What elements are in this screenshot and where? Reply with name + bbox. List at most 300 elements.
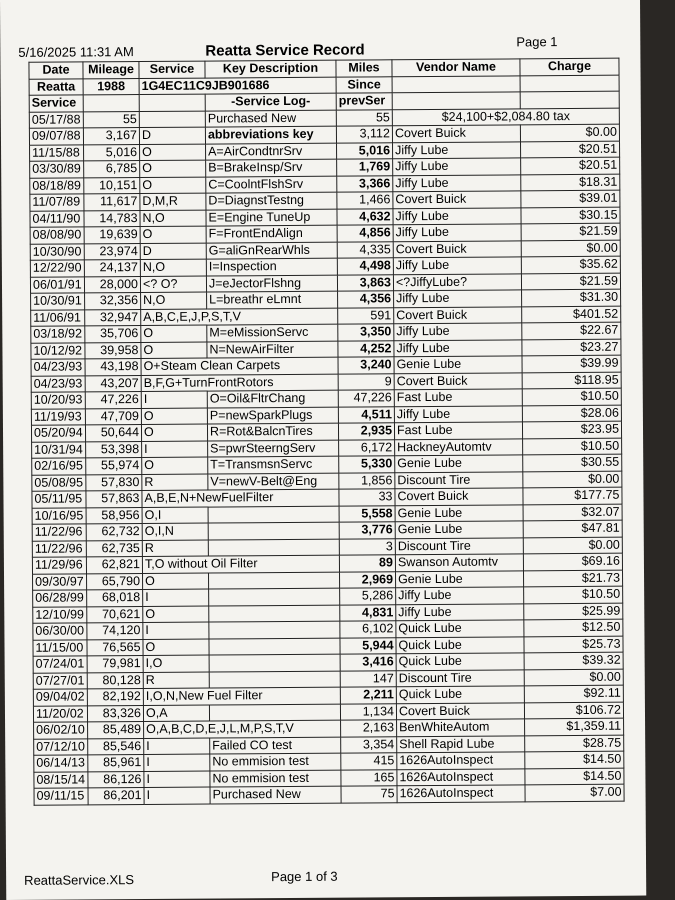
- cell-desc: P=newSparkPlugs: [207, 407, 338, 424]
- cell-miles: 2,969: [339, 571, 395, 588]
- cell-mileage: 19,639: [84, 227, 140, 244]
- cell-mileage: 50,644: [85, 425, 141, 442]
- cell-mileage: 57,863: [86, 491, 142, 508]
- cell-vendor: Jiffy Lube: [393, 207, 521, 224]
- cell-charge: $30.55: [523, 454, 622, 471]
- cell-date: 09/04/02: [33, 689, 87, 706]
- cell-vendor: 1626AutoInspect: [397, 785, 525, 802]
- cell-miles: 165: [341, 769, 397, 786]
- cell-service: N,O: [140, 210, 206, 227]
- cell-miles: 1,134: [340, 703, 396, 720]
- cell-charge: $92.11: [524, 685, 623, 702]
- page-count: Page 1 of 3: [271, 868, 338, 885]
- cell-date: 11/29/96: [32, 557, 86, 574]
- cell-mileage: 28,000: [84, 276, 140, 293]
- service-label: Service: [29, 95, 83, 112]
- cell-date: 06/28/99: [33, 590, 87, 607]
- table-row: [34, 784, 624, 805]
- col-key-description: Key Description: [205, 60, 336, 77]
- cell-vendor: Quick Lube: [396, 636, 524, 653]
- cell-date: 11/15/88: [30, 144, 84, 161]
- cell-service: I,O,N,New Fuel Filter: [143, 687, 340, 705]
- cell-date: 11/06/91: [31, 309, 85, 326]
- cell-charge: $25.99: [524, 603, 623, 620]
- cell-desc: Purchased New: [210, 786, 341, 803]
- cell-mileage: 6,785: [84, 161, 140, 178]
- cell-service: A,B,E,N+NewFuelFilter: [142, 489, 339, 507]
- cell-vendor: Covert Buick: [395, 488, 523, 505]
- cell-mileage: 55: [83, 111, 139, 128]
- cell-charge: $28.06: [522, 405, 621, 422]
- cell-charge: $20.51: [521, 157, 620, 174]
- cell-date: 07/12/10: [34, 738, 88, 755]
- cell-mileage: 65,790: [87, 573, 143, 590]
- cell-vendor: Covert Buick: [394, 372, 522, 389]
- cell-vendor: Quick Lube: [396, 686, 524, 703]
- cell-desc: F=FrontEndAlign: [206, 225, 337, 242]
- cell-service: O: [140, 144, 206, 161]
- cell-date: 04/23/93: [31, 359, 85, 376]
- cell-charge: $10.50: [523, 438, 622, 455]
- cell-charge: $10.50: [522, 388, 621, 405]
- cell-vendor: Fast Lube: [394, 422, 522, 439]
- cell-mileage: 47,226: [85, 392, 141, 409]
- cell-service: O,I,N: [142, 523, 208, 540]
- cell-mileage: 43,198: [85, 359, 141, 376]
- cell-date: 11/22/96: [32, 540, 86, 557]
- cell-miles: 4,252: [338, 340, 394, 357]
- cell-miles: 3,776: [339, 522, 395, 539]
- cell-date: 06/30/00: [33, 623, 87, 640]
- car-year: 1988: [83, 78, 139, 95]
- cell-vendor: Covert Buick: [392, 125, 520, 142]
- cell-miles: 4,831: [340, 604, 396, 621]
- cell-mileage: 14,783: [84, 210, 140, 227]
- print-datetime: 5/16/2025 11:31 AM: [18, 44, 134, 60]
- cell-mileage: 35,706: [85, 326, 141, 343]
- cell-charge: $39.99: [522, 355, 621, 372]
- cell-desc: [209, 671, 340, 688]
- cell-mileage: 24,137: [84, 260, 140, 277]
- col-vendor-name: Vendor Name: [392, 59, 520, 76]
- cell-miles: 5,944: [340, 637, 396, 654]
- cell-miles: 6,102: [340, 621, 396, 638]
- cell-mileage: 82,192: [87, 689, 143, 706]
- cell-service: O: [141, 424, 207, 441]
- cell-date: 11/22/96: [32, 524, 86, 541]
- cell-charge: $18.31: [521, 174, 620, 191]
- car-model: Reatta: [29, 78, 83, 95]
- cell-desc: N=NewAirFilter: [207, 341, 338, 358]
- cell-charge: $1,359.11: [525, 718, 624, 735]
- cell-service: D: [139, 127, 205, 144]
- cell-vendor: Covert Buick: [394, 306, 522, 323]
- cell-charge: $69.16: [523, 553, 622, 570]
- cell-date: 12/10/99: [33, 606, 87, 623]
- cell-desc: J=eJectorFlshng: [206, 275, 337, 292]
- cell-desc: B=BrakeInsp/Srv: [206, 159, 337, 176]
- cell-vendor: Swanson Automtv: [395, 554, 523, 571]
- cell-miles: 4,335: [337, 241, 393, 258]
- cell-charge: $21.73: [523, 570, 622, 587]
- cell-desc: G=aliGnRearWhls: [206, 242, 337, 259]
- cell-mileage: 76,565: [87, 639, 143, 656]
- cell-service: N,O: [141, 292, 207, 309]
- cell-miles: 89: [339, 555, 395, 572]
- cell-vendor: Jiffy Lube: [394, 290, 522, 307]
- cell-desc: T=TransmsnServc: [208, 456, 339, 473]
- cell-miles: 1,856: [339, 472, 395, 489]
- cell-mileage: 39,958: [85, 342, 141, 359]
- cell-vendor: Genie Lube: [395, 570, 523, 587]
- cell-service: I,O: [143, 655, 209, 672]
- cell-desc: [209, 605, 340, 622]
- cell-mileage: 55,974: [86, 458, 142, 475]
- file-name: ReattaService.XLS: [24, 872, 135, 888]
- cell-service: O: [143, 573, 209, 590]
- cell-service: N,O: [140, 259, 206, 276]
- cell-service: O: [140, 177, 206, 194]
- col-date: Date: [29, 62, 83, 79]
- cell-miles: 9: [338, 373, 394, 390]
- cell-desc: [209, 638, 340, 655]
- cell-desc: E=Engine TuneUp: [206, 209, 337, 226]
- cell-service: I: [143, 622, 209, 639]
- col-charge: Charge: [520, 58, 619, 75]
- cell-miles: 2,163: [341, 720, 397, 737]
- cell-miles: 415: [341, 753, 397, 770]
- cell-desc: Failed CO test: [210, 737, 341, 754]
- cell-desc: No emmision test: [210, 753, 341, 770]
- cell-charge: $106.72: [524, 702, 623, 719]
- cell-miles: 3,366: [337, 175, 393, 192]
- cell-miles: 6,172: [339, 439, 395, 456]
- cell-charge: $12.50: [524, 619, 623, 636]
- cell-charge: $32.07: [523, 504, 622, 521]
- cell-charge: $30.15: [521, 207, 620, 224]
- cell-vendor: Jiffy Lube: [393, 158, 521, 175]
- cell-date: 09/11/15: [34, 788, 88, 805]
- cell-charge: $39.32: [524, 652, 623, 669]
- cell-vendor: <?JiffyLube?: [393, 273, 521, 290]
- cell-miles: 3: [339, 538, 395, 555]
- cell-charge: $7.00: [525, 784, 624, 801]
- cell-vendor: Jiffy Lube: [394, 339, 522, 356]
- prev-service-label: prevSer: [336, 93, 392, 110]
- cell-date: 10/20/93: [31, 392, 85, 409]
- cell-desc: [208, 506, 339, 523]
- cell-date: 07/27/01: [33, 672, 87, 689]
- cell-charge: $0.00: [520, 124, 619, 141]
- cell-vendor: Genie Lube: [395, 521, 523, 538]
- cell-date: 04/11/90: [30, 210, 84, 227]
- cell-charge: $0.00: [523, 471, 622, 488]
- cell-service: I: [144, 771, 210, 788]
- cell-date: 10/30/90: [30, 243, 84, 260]
- cell-desc: O=Oil&FltrChang: [207, 390, 338, 407]
- col-miles: Miles: [336, 60, 392, 77]
- cell-desc: I=Inspection: [206, 258, 337, 275]
- cell-desc: [209, 654, 340, 671]
- cell-service: T,O without Oil Filter: [142, 555, 339, 573]
- cell-desc: D=DiagnstTestng: [206, 192, 337, 209]
- cell-miles: 2,211: [340, 687, 396, 704]
- cell-date: 10/12/92: [31, 342, 85, 359]
- cell-mileage: 85,489: [88, 722, 144, 739]
- cell-mileage: 80,128: [87, 672, 143, 689]
- cell-desc: C=CoolntFlshSrv: [206, 176, 337, 193]
- cell-service: O: [142, 457, 208, 474]
- cell-vendor: 1626AutoInspect: [397, 768, 525, 785]
- cell-miles: 5,558: [339, 505, 395, 522]
- cell-service: R: [142, 540, 208, 557]
- col-mileage: Mileage: [83, 62, 139, 79]
- col-service: Service: [139, 61, 205, 78]
- cell-desc: [209, 572, 340, 589]
- cell-vendor: Jiffy Lube: [393, 257, 521, 274]
- cell-date: 08/15/14: [34, 771, 88, 788]
- cell-mileage: 10,151: [84, 177, 140, 194]
- cell-desc: [208, 522, 339, 539]
- cell-mileage: 32,356: [85, 293, 141, 310]
- cell-miles: 2,935: [338, 423, 394, 440]
- cell-mileage: 58,956: [86, 507, 142, 524]
- cell-mileage: 62,821: [86, 557, 142, 574]
- cell-miles: 3,240: [338, 357, 394, 374]
- since-label: Since: [336, 76, 392, 93]
- cell-mileage: 86,201: [88, 788, 144, 805]
- cell-mileage: 79,981: [87, 656, 143, 673]
- cell-miles: 47,226: [338, 390, 394, 407]
- cell-mileage: 62,732: [86, 524, 142, 541]
- cell-vendor: Jiffy Lube: [396, 587, 524, 604]
- cell-mileage: 23,974: [84, 243, 140, 260]
- cell-vendor: Shell Rapid Lube: [397, 735, 525, 752]
- cell-service: [139, 111, 205, 128]
- cell-vendor: Quick Lube: [396, 620, 524, 637]
- cell-vendor: Genie Lube: [395, 504, 523, 521]
- cell-mileage: 85,546: [88, 738, 144, 755]
- cell-date: 08/08/90: [30, 227, 84, 244]
- cell-date: 11/20/02: [33, 705, 87, 722]
- cell-service: O,I: [142, 507, 208, 524]
- cell-mileage: 5,016: [84, 144, 140, 161]
- cell-vendor: Fast Lube: [394, 389, 522, 406]
- cell-charge: $35.62: [521, 256, 620, 273]
- cell-charge: $22.67: [522, 322, 621, 339]
- cell-miles: 75: [341, 786, 397, 803]
- cell-desc: No emmision test: [210, 770, 341, 787]
- cell-charge: $20.51: [520, 141, 619, 158]
- cell-desc: A=AirCondtnrSrv: [206, 143, 337, 160]
- cell-vendor: BenWhiteAutom: [397, 719, 525, 736]
- cell-vendor: Discount Tire: [395, 471, 523, 488]
- cell-charge: $14.50: [525, 768, 624, 785]
- cell-date: 12/22/90: [30, 260, 84, 277]
- cell-charge: $47.81: [523, 520, 622, 537]
- cell-service: I: [144, 754, 210, 771]
- cell-mileage: 43,207: [85, 375, 141, 392]
- cell-miles: 5,016: [337, 142, 393, 159]
- cell-desc: L=breathr eLmnt: [207, 291, 338, 308]
- cell-service: R: [143, 672, 209, 689]
- cell-desc: M=eMissionServc: [207, 324, 338, 341]
- cell-mileage: 68,018: [87, 590, 143, 607]
- service-log-label: -Service Log-: [205, 93, 336, 110]
- cell-mileage: 62,735: [86, 540, 142, 557]
- cell-charge: $21.59: [521, 273, 620, 290]
- cell-desc: abbreviations key: [205, 126, 336, 143]
- cell-desc: S=pwrSteerngServ: [208, 440, 339, 457]
- cell-service: O,A,B,C,D,E,J,L,M,P,S,T,V: [144, 720, 341, 738]
- cell-date: 03/30/89: [30, 161, 84, 178]
- cell-date: 08/18/89: [30, 177, 84, 194]
- cell-vendor: Jiffy Lube: [394, 323, 522, 340]
- cell-service: O+Steam Clean Carpets: [141, 357, 338, 375]
- cell-vendor: Genie Lube: [394, 356, 522, 373]
- cell-service: O: [143, 606, 209, 623]
- cell-charge: $14.50: [525, 751, 624, 768]
- cell-vendor: Jiffy Lube: [393, 174, 521, 191]
- cell-date: 04/23/93: [31, 375, 85, 392]
- cell-miles: 4,856: [337, 225, 393, 242]
- cell-mileage: 3,167: [83, 128, 139, 145]
- cell-mileage: 86,126: [88, 771, 144, 788]
- cell-charge: $118.95: [522, 372, 621, 389]
- cell-date: 05/08/95: [32, 474, 86, 491]
- cell-miles: 4,356: [338, 291, 394, 308]
- cell-date: 11/07/89: [30, 194, 84, 211]
- cell-charge: $31.30: [522, 289, 621, 306]
- cell-vendor: Jiffy Lube: [393, 224, 521, 241]
- cell-date: 07/24/01: [33, 656, 87, 673]
- cell-desc: Purchased New: [205, 110, 336, 127]
- cell-vendor: Covert Buick: [393, 191, 521, 208]
- cell-mileage: 70,621: [87, 606, 143, 623]
- cell-date: 09/30/97: [33, 573, 87, 590]
- cell-mileage: 11,617: [84, 194, 140, 211]
- cell-miles: 4,511: [338, 406, 394, 423]
- page-number: Page 1: [516, 34, 558, 50]
- cell-date: 05/17/88: [29, 111, 83, 128]
- cell-charge: $25.73: [524, 636, 623, 653]
- cell-date: 10/16/95: [32, 507, 86, 524]
- cell-service: A,B,C,E,J,P,S,T,V: [141, 308, 338, 326]
- cell-date: 05/20/94: [31, 425, 85, 442]
- cell-miles: 33: [339, 489, 395, 506]
- cell-service: O: [141, 325, 207, 342]
- cell-charge: $21.59: [521, 223, 620, 240]
- cell-service: O: [141, 408, 207, 425]
- cell-vendor: 1626AutoInspect: [397, 752, 525, 769]
- cell-charge: $177.75: [523, 487, 622, 504]
- service-table: [28, 58, 624, 806]
- cell-desc: [209, 588, 340, 605]
- cell-mileage: 85,961: [88, 755, 144, 772]
- cell-service: O: [140, 160, 206, 177]
- cell-service: I: [144, 738, 210, 755]
- cell-charge: $23.27: [522, 339, 621, 356]
- cell-vendor: Covert Buick: [396, 702, 524, 719]
- cell-vendor: Jiffy Lube: [393, 141, 521, 158]
- cell-miles: 5,330: [339, 456, 395, 473]
- cell-miles: 4,632: [337, 208, 393, 225]
- cell-miles: 55: [336, 109, 392, 126]
- cell-date: 06/02/10: [34, 722, 88, 739]
- cell-vendor: HackneyAutomtv: [395, 438, 523, 455]
- cell-charge: $10.50: [524, 586, 623, 603]
- cell-mileage: 32,947: [85, 309, 141, 326]
- cell-miles: 5,286: [340, 588, 396, 605]
- cell-date: 10/31/94: [32, 441, 86, 458]
- cell-date: 02/16/95: [32, 458, 86, 475]
- cell-date: 10/30/91: [31, 293, 85, 310]
- car-vin: 1G4EC11C9JB901686: [139, 77, 336, 95]
- cell-service: O,A: [143, 705, 209, 722]
- cell-charge: $28.75: [525, 735, 624, 752]
- cell-vendor: Covert Buick: [393, 240, 521, 257]
- cell-date: 11/19/93: [31, 408, 85, 425]
- cell-service: D,M,R: [140, 193, 206, 210]
- cell-service: B,F,G+TurnFrontRotors: [141, 374, 338, 392]
- cell-miles: 3,354: [341, 736, 397, 753]
- cell-vendor: Discount Tire: [396, 669, 524, 686]
- cell-service: I: [142, 441, 208, 458]
- cell-desc: R=Rot&BalcnTires: [207, 423, 338, 440]
- cell-mileage: 74,120: [87, 623, 143, 640]
- cell-desc: [209, 704, 340, 721]
- cell-miles: 1,769: [337, 159, 393, 176]
- cell-service: D: [140, 243, 206, 260]
- cell-service: O: [143, 639, 209, 656]
- cell-desc: [209, 621, 340, 638]
- cell-mileage: 57,830: [86, 474, 142, 491]
- cell-charge: $0.00: [523, 537, 622, 554]
- cell-date: 09/07/88: [29, 128, 83, 145]
- cell-vendor: Jiffy Lube: [394, 405, 522, 422]
- cell-miles: 3,416: [340, 654, 396, 671]
- cell-charge: $39.01: [521, 190, 620, 207]
- cell-vendor: Genie Lube: [395, 455, 523, 472]
- cell-service: R: [142, 474, 208, 491]
- cell-desc: [208, 539, 339, 556]
- cell-miles: 3,863: [337, 274, 393, 291]
- cell-miles: 591: [338, 307, 394, 324]
- cell-date: 06/01/91: [30, 276, 84, 293]
- cell-desc: V=newV-Belt@Eng: [208, 473, 339, 490]
- cell-vendor: Jiffy Lube: [396, 603, 524, 620]
- cell-service: O: [140, 226, 206, 243]
- cell-service: I: [141, 391, 207, 408]
- cell-miles: 3,350: [338, 324, 394, 341]
- page-title: Reatta Service Record: [205, 41, 365, 60]
- cell-date: 06/14/13: [34, 755, 88, 772]
- cell-mileage: 83,326: [87, 705, 143, 722]
- cell-charge: $0.00: [524, 669, 623, 686]
- cell-charge: $401.52: [522, 306, 621, 323]
- cell-date: 11/15/00: [33, 639, 87, 656]
- cell-miles: 1,466: [337, 192, 393, 209]
- cell-mileage: 53,398: [86, 441, 142, 458]
- cell-mileage: 47,709: [85, 408, 141, 425]
- cell-service: <? O?: [140, 276, 206, 293]
- cell-charge: $23.95: [522, 421, 621, 438]
- cell-vendor: Discount Tire: [395, 537, 523, 554]
- cell-miles: 4,498: [337, 258, 393, 275]
- cell-miles: 147: [340, 670, 396, 687]
- cell-service: I: [144, 787, 210, 804]
- cell-miles: 3,112: [336, 126, 392, 143]
